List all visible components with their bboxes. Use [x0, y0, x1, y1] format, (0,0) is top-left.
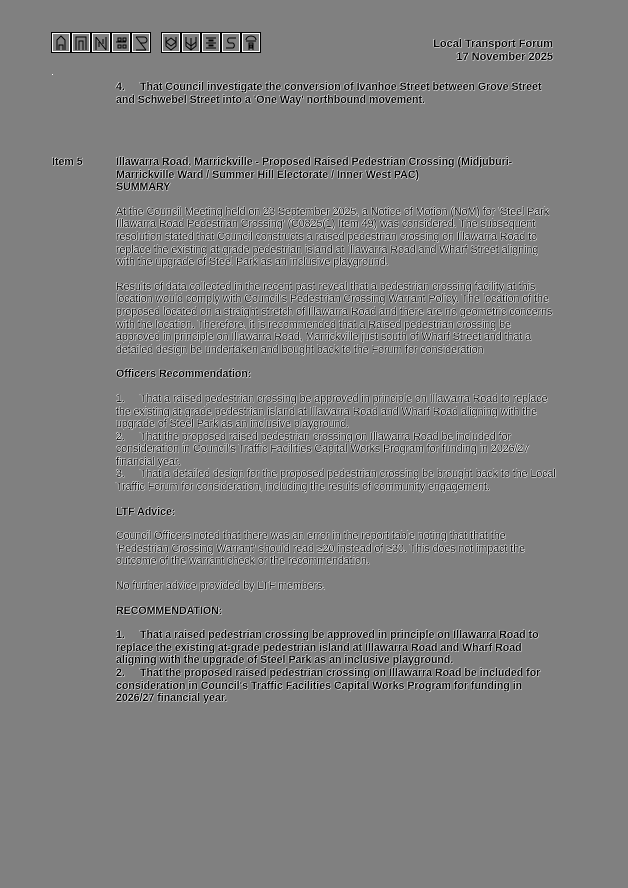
logo-letter-i-icon: [52, 33, 70, 52]
list-item: [116, 667, 556, 705]
logo-letter-t-icon: [242, 33, 260, 52]
previous-item-point-4: [116, 81, 556, 106]
list-number: 2.: [116, 430, 125, 443]
ltf-advice-heading: LTF Advice:: [116, 505, 176, 518]
officers-recommendation-heading: Officers Recommendation:: [116, 368, 252, 381]
page-mark: [52, 74, 53, 75]
logo-letter-w2-icon: [182, 33, 200, 52]
logo-letter-e2-icon: [202, 33, 220, 52]
list-text: That the proposed raised pedestrian crossing on Illawarra Road be included for consideration in Council's Traffic Facilities Capital Works Program for funding in 2026/27 financial year.: [116, 430, 530, 468]
recommendation-heading: RECOMMENDATION:: [116, 604, 223, 617]
list-item: [116, 431, 556, 469]
list-text: That a detailed design for the proposed pedestrian crossing be brought back to the Local Traffic Forum for consideration, including the results of community engagement.: [116, 468, 556, 494]
ltf-advice-paragraph-2: No further advice provided by LTF members.: [116, 580, 326, 593]
summary-heading: SUMMARY: [116, 181, 171, 194]
list-item: [116, 393, 556, 431]
logo-letter-w-icon: [162, 33, 180, 52]
list-text: That Council investigate the conversion of Ivanhoe Street between Grove Street and Schwebel Street into a 'One Way' northbound movement.: [116, 81, 542, 106]
item-title: Illawarra Road, Marrickville - Proposed Raised Pedestrian Crossing (Midjuburi-Marrickville Ward / Summer Hill Electorate / Inner West PAC): [116, 156, 513, 181]
item-body: [116, 156, 556, 705]
list-text: That a raised pedestrian crossing be approved in principle on Illawarra Road to replace the existing at-grade pedestrian island at Illawarra Road and Wharf Road aligning with the upgrade of Steel Park as an inclusive playground.: [116, 392, 548, 431]
summary-paragraph-2: Results of data collected in the recent past reveal that a pedestrian crossing facility at this location would comply with Council's Pedestrian Crossing Warrant Policy. The location of the proposed located on a straight stretch of Illawarra Road and there are no geometric concerns with the location. Therefore, it is recommended that a Raised pedestrian crossing be approved in principle on Illawarra Road, Marrickville just south of Wharf Street and that a detailed design be undertaken and bought back to the Forum for consideration: [116, 280, 553, 356]
list-item: [116, 629, 556, 667]
logo-letter-r-icon: [132, 33, 150, 52]
logo-letter-e-icon: [112, 33, 130, 52]
ltf-advice-paragraph-1: Council Officers noted that there was an error in the report table noting that that the 'Pedestrian Crossing Warrant' should read ≥20 instead of ≥30. This does not impact the outcome of the warrant check or the recommendation.: [116, 530, 526, 568]
logo-letter-n-icon: [72, 33, 90, 52]
recommendation-list: [116, 629, 556, 705]
list-number: 1.: [116, 629, 125, 642]
list-number: 2.: [116, 667, 125, 679]
logo-letter-s-icon: [222, 33, 240, 52]
list-number: 3.: [116, 468, 125, 481]
document-header: [433, 38, 553, 64]
list-number: 1.: [116, 392, 125, 405]
forum-name: Local Transport Forum: [433, 38, 553, 50]
list-text: That a raised pedestrian crossing be approved in principle on Illawarra Road to replace the existing at-grade pedestrian island at Illawarra Road and Wharf Road aligning with the upgrade of Steel Park as an inclusive playground.: [116, 629, 539, 667]
list-number: 4.: [116, 81, 125, 93]
inner-west-logo: [52, 33, 260, 54]
logo-letter-n2-icon: [92, 33, 110, 52]
item-label: Item 5: [52, 156, 83, 168]
list-item: [116, 468, 556, 493]
officers-recommendation-list: [116, 393, 556, 494]
summary-paragraph-1: At the Council Meeting held on 23 September 2025, a Notice of Motion (NoM) for 'Steel Park Illawarra Road Pedestrian Crossing' (C0825(1) Item 49) was considered. The subsequent resolution stated that Council constructs a raised pedestrian crossing on Illawarra Road to replace the existing at-grade pedestrian island at Illawarra Road and Wharf Street aligning with the upgrade of Steel Park as an inclusive playground.: [116, 205, 550, 269]
list-text: That the proposed raised pedestrian crossing on Illawarra Road be included for consideration in Council's Traffic Facilities Capital Works Program for funding in 2026/27 financial year.: [116, 667, 541, 705]
meeting-date: 17 November 2025: [456, 51, 553, 63]
